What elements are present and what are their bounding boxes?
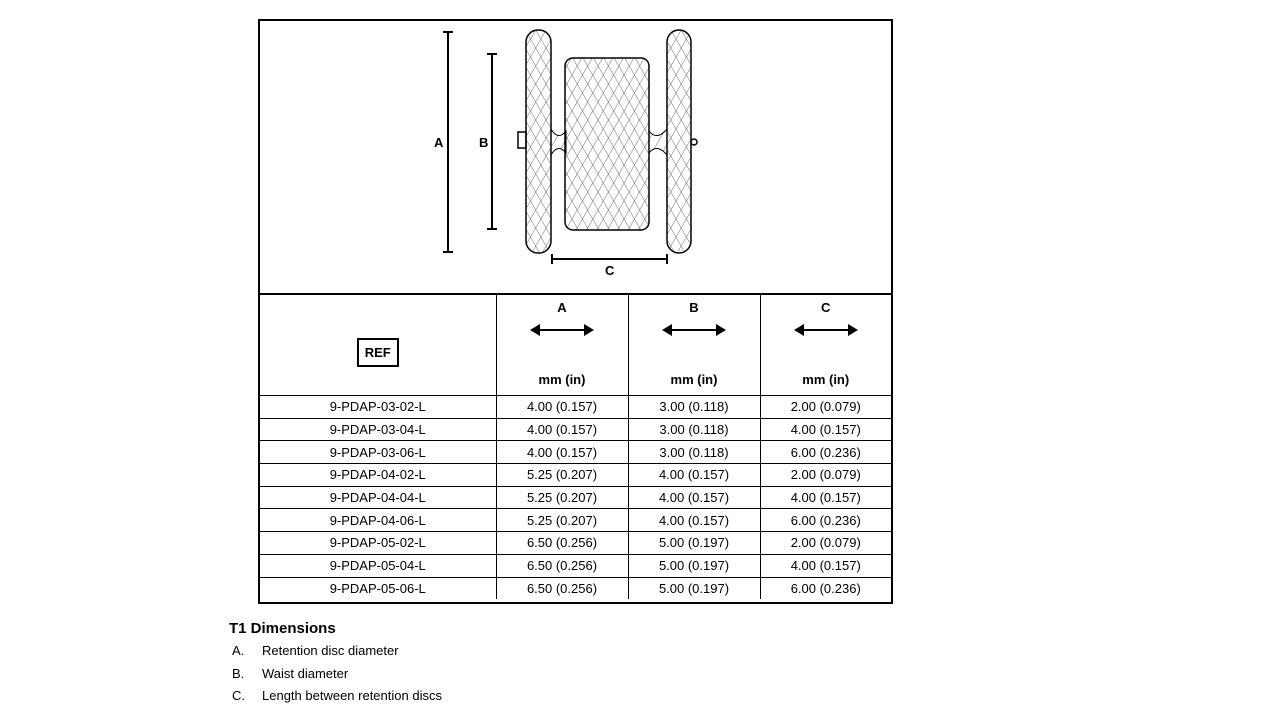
ref-cell: 9-PDAP-03-04-L [260, 418, 496, 441]
value-a-cell: 5.25 (0.207) [496, 509, 628, 532]
value-b-cell: 5.00 (0.197) [628, 532, 760, 555]
value-b-cell: 3.00 (0.118) [628, 441, 760, 464]
column-header-b [628, 295, 760, 396]
dimensions-table [260, 295, 891, 599]
caption-item-text: Retention disc diameter [262, 643, 399, 658]
value-a-cell: 6.50 (0.256) [496, 554, 628, 577]
table-row [260, 441, 891, 464]
table-row [260, 577, 891, 599]
value-a-cell: 4.00 (0.157) [496, 441, 628, 464]
dimension-c-label: C [605, 263, 615, 278]
ref-cell: 9-PDAP-03-06-L [260, 441, 496, 464]
device-drawing [260, 21, 891, 295]
caption-item-letter: C. [232, 688, 245, 703]
value-c-cell: 2.00 (0.079) [760, 464, 891, 487]
value-c-cell: 4.00 (0.157) [760, 554, 891, 577]
column-unit: mm (in) [802, 372, 850, 387]
dimensions-figure [258, 19, 893, 604]
ref-cell: 9-PDAP-04-06-L [260, 509, 496, 532]
double-arrow-icon [529, 323, 595, 337]
table-row [260, 464, 891, 487]
value-a-cell: 6.50 (0.256) [496, 532, 628, 555]
value-a-cell: 5.25 (0.207) [496, 464, 628, 487]
caption-item-text: Waist diameter [262, 665, 349, 681]
caption-item-c [229, 688, 442, 711]
ref-cell: 9-PDAP-03-02-L [260, 396, 496, 419]
caption-item-a [229, 643, 442, 666]
ref-cell: 9-PDAP-04-02-L [260, 464, 496, 487]
table-row [260, 532, 891, 555]
ref-cell: 9-PDAP-04-04-L [260, 486, 496, 509]
table-row [260, 396, 891, 419]
caption-item-b [229, 666, 442, 689]
dimension-b-label: B [479, 135, 489, 150]
value-b-cell: 3.00 (0.118) [628, 418, 760, 441]
left-hub [518, 132, 526, 148]
column-unit: mm (in) [670, 372, 718, 387]
waist-body [565, 58, 649, 230]
value-b-cell: 4.00 (0.157) [628, 464, 760, 487]
dimension-a-label: A [434, 135, 444, 150]
caption-title: T1 Dimensions [229, 620, 336, 637]
value-c-cell: 4.00 (0.157) [760, 418, 891, 441]
table-row [260, 554, 891, 577]
value-a-cell: 5.25 (0.207) [496, 486, 628, 509]
column-unit: mm (in) [538, 372, 586, 387]
caption [229, 620, 442, 711]
ref-cell: 9-PDAP-05-06-L [260, 577, 496, 599]
value-c-cell: 6.00 (0.236) [760, 509, 891, 532]
table-header-row [260, 295, 891, 396]
value-b-cell: 5.00 (0.197) [628, 577, 760, 599]
right-hub [691, 139, 697, 145]
value-a-cell: 4.00 (0.157) [496, 396, 628, 419]
column-header-c [760, 295, 891, 396]
table-row [260, 486, 891, 509]
ref-cell: 9-PDAP-05-02-L [260, 532, 496, 555]
caption-item-text: Length between retention discs [262, 688, 442, 703]
double-arrow-icon [793, 323, 859, 337]
column-letter: B [689, 300, 699, 315]
column-letter: C [821, 300, 831, 315]
value-c-cell: 2.00 (0.079) [760, 396, 891, 419]
right-retention-disc [667, 30, 691, 253]
value-b-cell: 5.00 (0.197) [628, 554, 760, 577]
value-a-cell: 4.00 (0.157) [496, 418, 628, 441]
value-b-cell: 4.00 (0.157) [628, 486, 760, 509]
ref-header-cell [260, 295, 496, 396]
dimension-b-line [487, 54, 497, 229]
value-b-cell: 4.00 (0.157) [628, 509, 760, 532]
caption-item-letter: B. [232, 665, 245, 681]
ref-symbol: REF [357, 338, 399, 367]
left-retention-disc [526, 30, 551, 253]
value-b-cell: 3.00 (0.118) [628, 396, 760, 419]
dimension-a-line [443, 32, 453, 252]
value-c-cell: 6.00 (0.236) [760, 441, 891, 464]
column-header-a [496, 295, 628, 396]
value-c-cell: 2.00 (0.079) [760, 532, 891, 555]
ref-cell: 9-PDAP-05-04-L [260, 554, 496, 577]
device-diagram [260, 21, 891, 293]
value-c-cell: 4.00 (0.157) [760, 486, 891, 509]
column-letter: A [557, 300, 567, 315]
double-arrow-icon [661, 323, 727, 337]
value-c-cell: 6.00 (0.236) [760, 577, 891, 599]
caption-item-letter: A. [232, 643, 245, 658]
table-row [260, 418, 891, 441]
table-row [260, 509, 891, 532]
value-a-cell: 6.50 (0.256) [496, 577, 628, 599]
